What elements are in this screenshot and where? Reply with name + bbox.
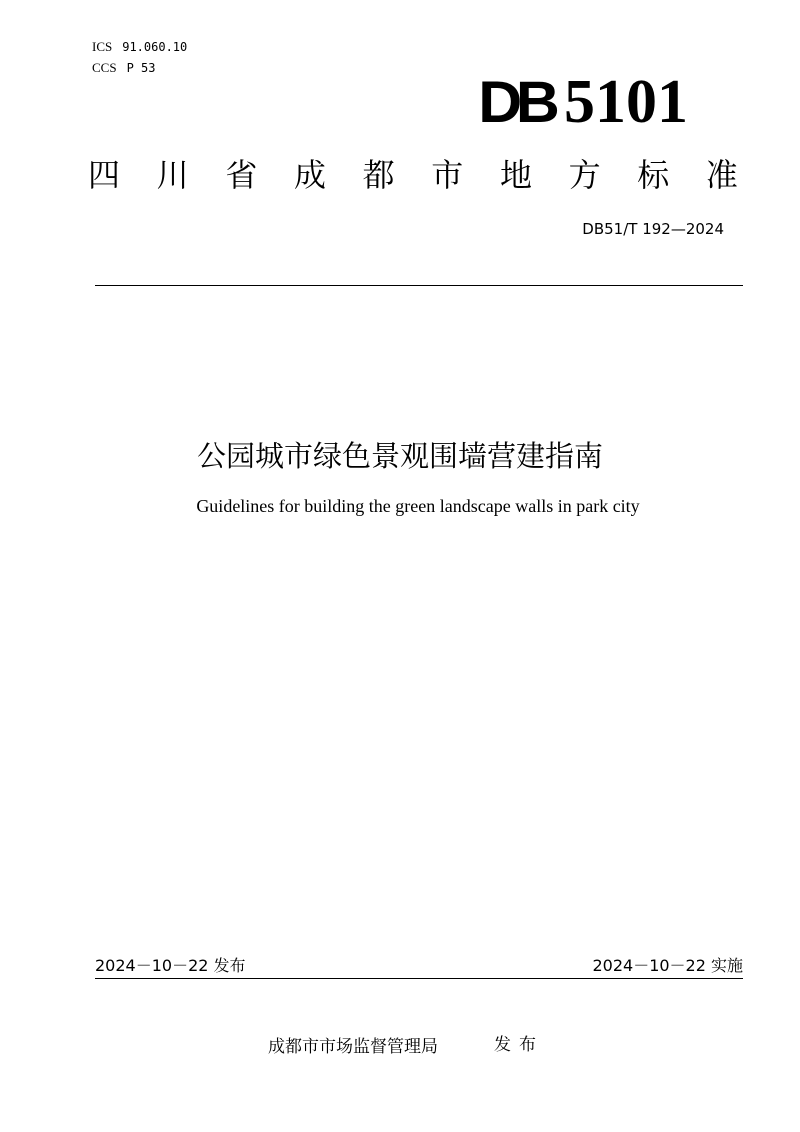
standard-type-heading [88, 152, 738, 198]
standard-logo [480, 70, 688, 135]
ics-classification [92, 39, 187, 55]
standard-type-char: 川 [156, 156, 189, 194]
top-divider [95, 285, 743, 286]
issue-label: 发布 [494, 1035, 544, 1055]
standard-type-char: 标 [637, 156, 670, 194]
standard-number: DB51/T 192—2024 [582, 220, 724, 238]
document-title-english: Guidelines for building the green landscape walls in park city [196, 496, 640, 516]
standard-type-char: 准 [705, 156, 738, 194]
document-title-chinese: 公园城市绿色景观围墙营建指南 [196, 439, 603, 473]
ics-code: 91.060.10 [122, 40, 188, 54]
standard-type-char: 市 [431, 156, 464, 194]
standard-type-char: 方 [568, 156, 601, 194]
publish-date: 2024－10－22 发布 [95, 956, 246, 975]
standard-type-char: 地 [499, 156, 532, 194]
ccs-code: P 53 [126, 61, 156, 75]
standard-logo-prefix: DB [478, 70, 554, 135]
implement-date: 2024－10－22 实施 [592, 956, 743, 975]
standard-type-char: 四 [88, 156, 121, 194]
ics-label: ICS [92, 39, 113, 54]
ccs-label: CCS [92, 60, 117, 75]
bottom-divider [95, 978, 743, 979]
ccs-classification [92, 60, 155, 76]
standard-type-char: 都 [362, 156, 395, 194]
issuing-authority: 成都市市场监督管理局 [268, 1037, 438, 1057]
standard-type-char: 省 [225, 156, 258, 194]
standard-type-char: 成 [293, 156, 326, 194]
standard-logo-number: 5101 [564, 68, 688, 136]
